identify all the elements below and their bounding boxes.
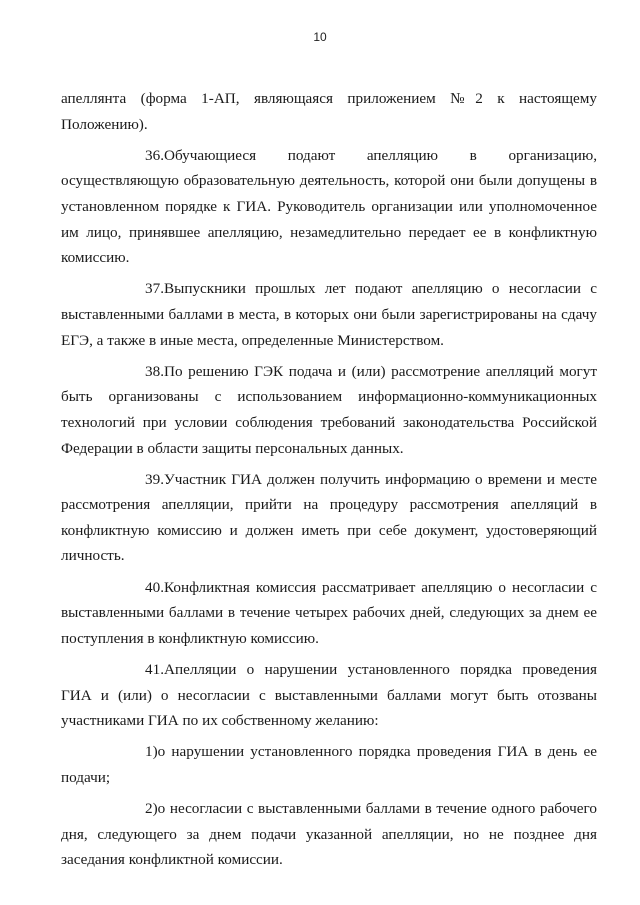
paragraph-37 bbox=[61, 276, 597, 353]
paragraph-number: 40. bbox=[145, 578, 164, 596]
paragraph-text: Апелляции о нарушении установленного порядка проведения ГИА и (или) о несогласии с выставленными баллами могут быть отозваны участниками ГИА по их собственному желанию: bbox=[61, 661, 597, 730]
paragraph-number: 37. bbox=[145, 280, 164, 298]
paragraph-text: апеллянта (форма 1-АП, являющаяся приложением №2 к настоящему Положению). bbox=[61, 90, 597, 133]
list-item-2 bbox=[61, 796, 597, 873]
list-item-number: 2) bbox=[145, 800, 158, 818]
paragraph-text: Участник ГИА должен получить информацию о времени и месте рассмотрения апелляции, прийти на процедуру рассмотрения апелляций в конфликтную комиссию и должен иметь при себе документ, удостоверяющий личность. bbox=[61, 470, 597, 565]
page-number: 10 bbox=[313, 30, 327, 44]
paragraph-text: Конфликтная комиссия рассматривает апелляцию о несогласии с выставленными баллами в течение четырех рабочих дней, следующих за днем ее поступления в конфликтную комиссию. bbox=[61, 578, 597, 647]
paragraph-38 bbox=[61, 359, 597, 461]
paragraph-39 bbox=[61, 467, 597, 569]
list-item-text: о нарушении установленного порядка проведения ГИА в день ее подачи; bbox=[61, 743, 597, 786]
paragraph-text: Выпускники прошлых лет подают апелляцию о несогласии с выставленными баллами в места, в которых они были зарегистрированы на сдачу ЕГЭ, а также в иные места, определенные Министерством. bbox=[61, 280, 597, 349]
paragraph-number: 38. bbox=[145, 362, 164, 380]
paragraph-text: Обучающиеся подают апелляцию в организацию, осуществляющую образовательную деятельность, которой они были допущены в установленном порядке к ГИА. Руководитель организации или уполномоченное им лицо, принявшее апелляцию, незамедлительно передает ее в конфликтную комиссию. bbox=[61, 146, 597, 267]
paragraph-41 bbox=[61, 657, 597, 734]
paragraph-number: 36. bbox=[145, 146, 164, 164]
document-body bbox=[61, 86, 597, 879]
list-item-1 bbox=[61, 739, 597, 790]
paragraph-continuation bbox=[61, 86, 597, 137]
list-item-text: о несогласии с выставленными баллами в течение одного рабочего дня, следующего за днем подачи указанной апелляции, но не позднее дня заседания конфликтной комиссии. bbox=[61, 800, 597, 869]
paragraph-40 bbox=[61, 575, 597, 652]
paragraph-number: 41. bbox=[145, 661, 164, 679]
paragraph-number: 39. bbox=[145, 470, 164, 488]
paragraph-text: По решению ГЭК подача и (или) рассмотрение апелляций могут быть организованы с использованием информационно-коммуникационных технологий при условии соблюдения требований законодательства Российской Федерации в области защиты персональных данных. bbox=[61, 362, 597, 457]
list-item-number: 1) bbox=[145, 743, 158, 761]
paragraph-36 bbox=[61, 143, 597, 271]
